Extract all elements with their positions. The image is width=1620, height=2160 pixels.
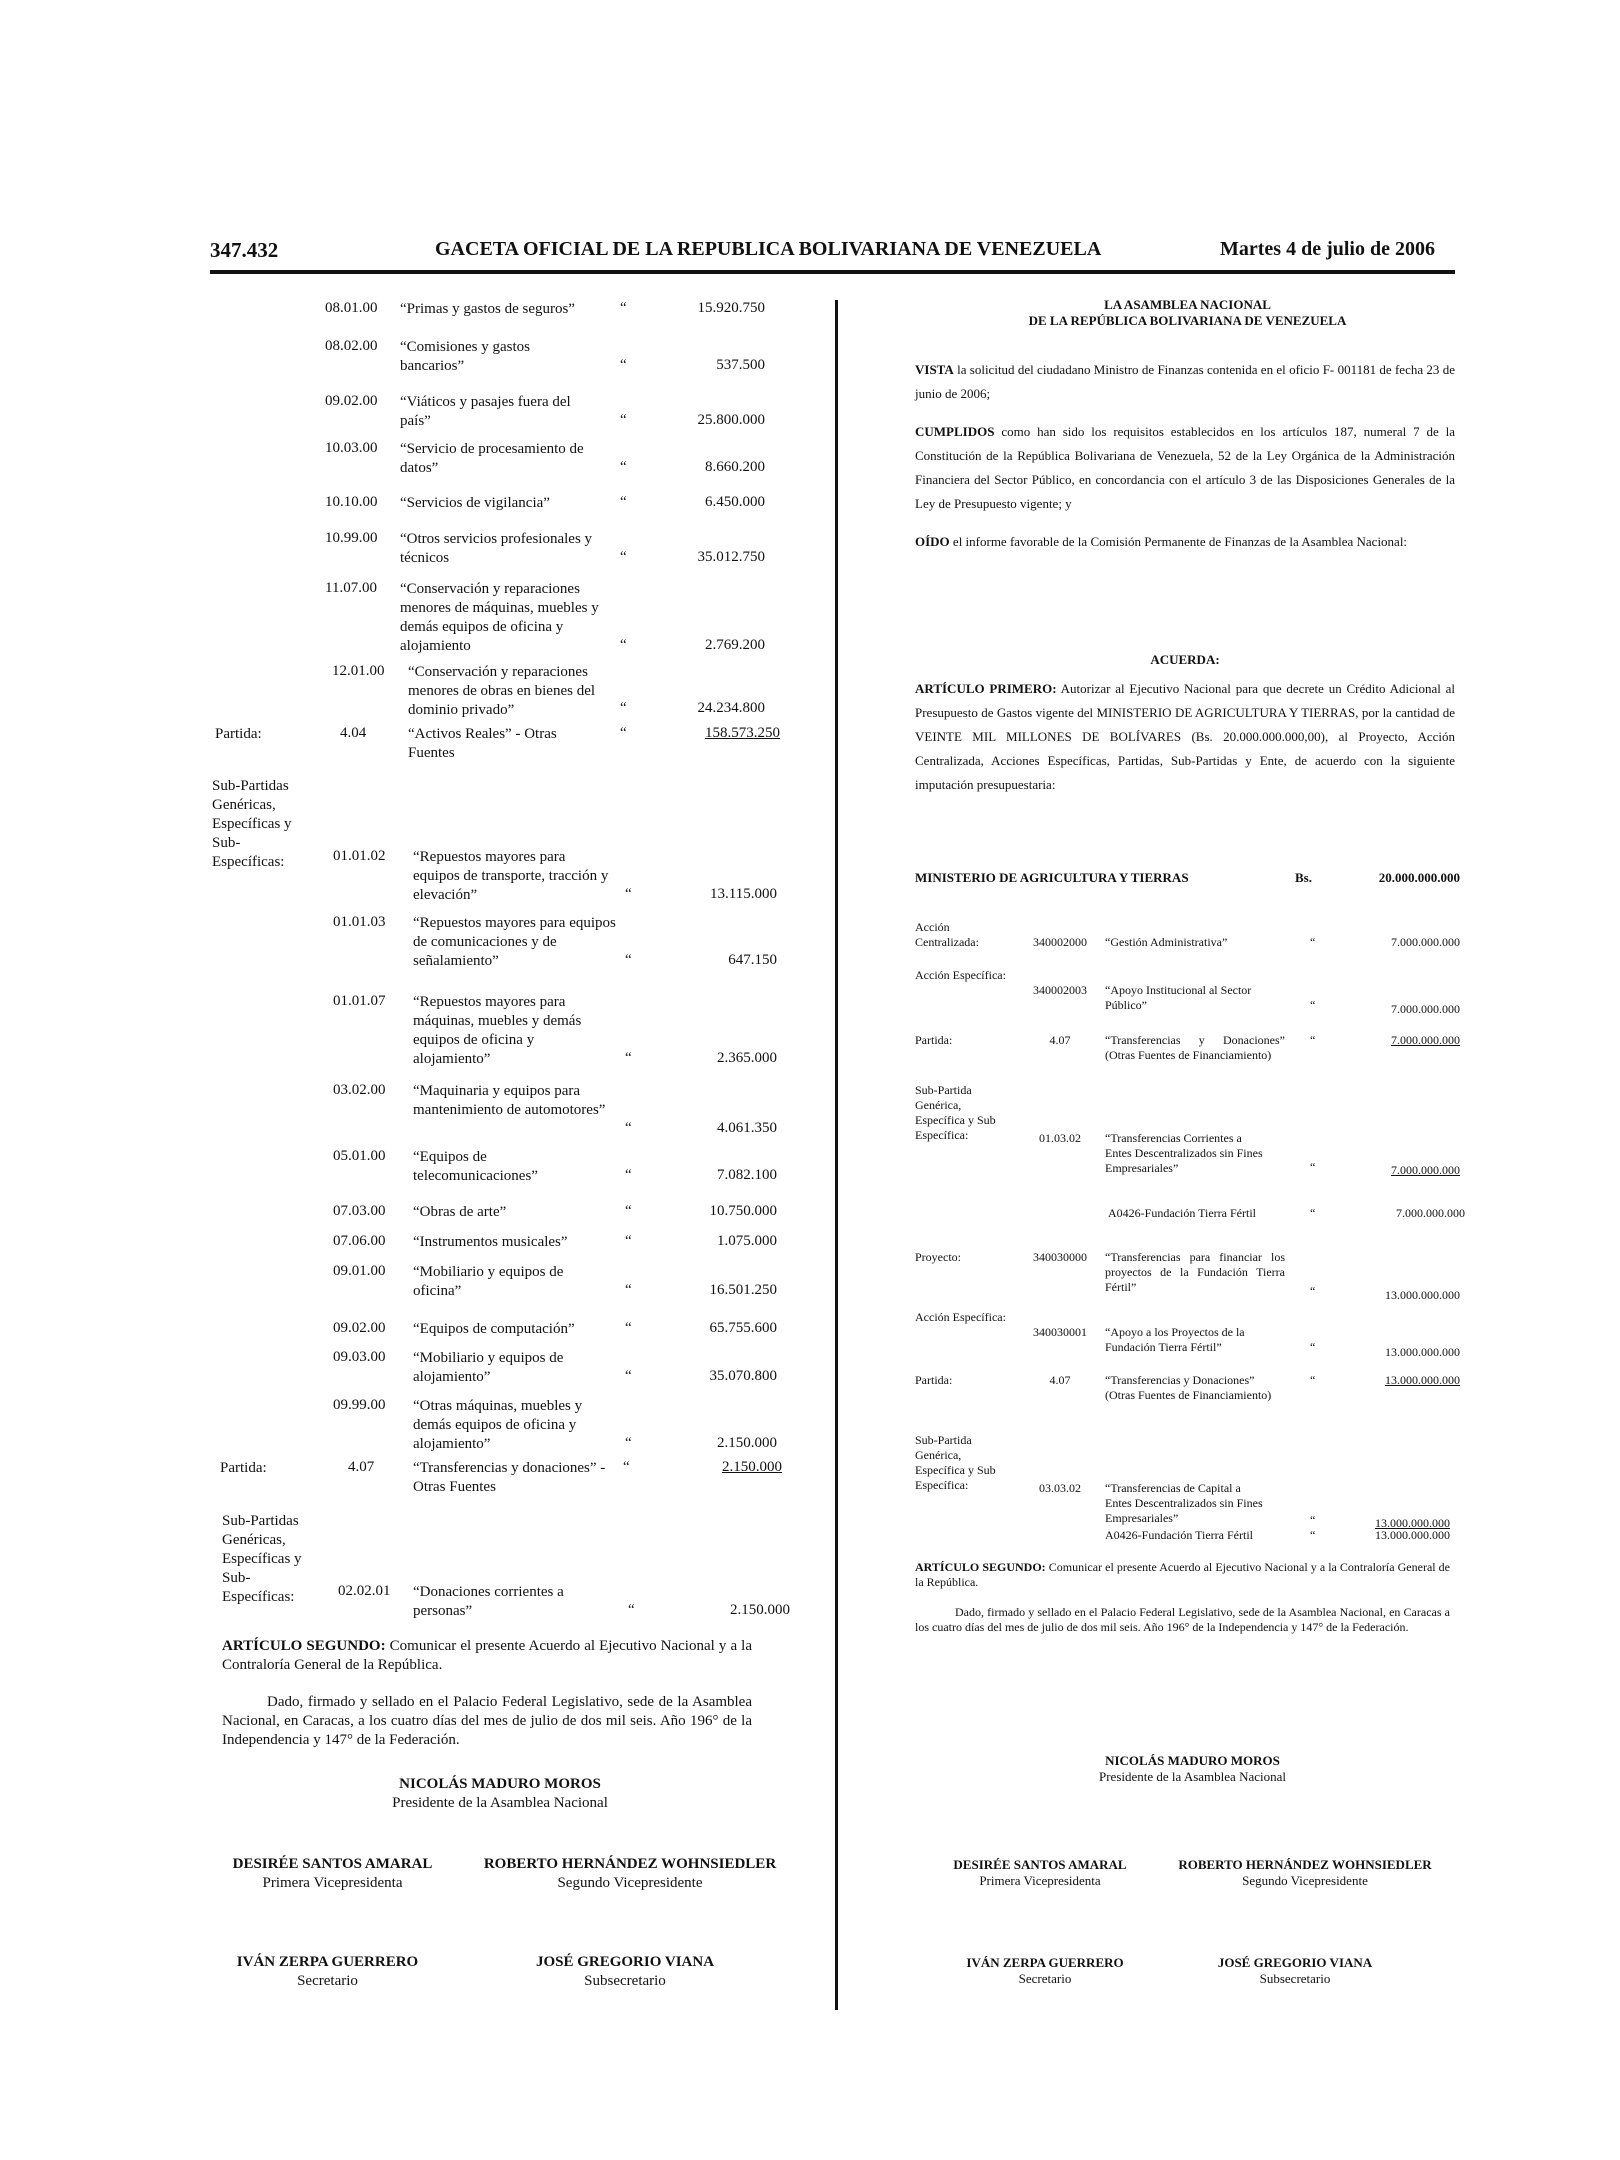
row-amount: 35.070.800 bbox=[709, 1368, 777, 1384]
row-code: 09.02.00 bbox=[325, 393, 378, 409]
budget-ditto: “ bbox=[1310, 1284, 1316, 1298]
row-desc: “Viáticos y pasajes fuera del país” bbox=[400, 394, 571, 429]
budget-code: 4.07 bbox=[1049, 1373, 1071, 1387]
budget-amount: 7.000.000.000 bbox=[1391, 1002, 1460, 1016]
signature-name: NICOLÁS MADURO MOROS bbox=[399, 1776, 601, 1792]
signature-title: Subsecretario bbox=[1259, 1971, 1331, 1986]
row-ditto: “ bbox=[628, 1602, 635, 1618]
row-amount: 2.365.000 bbox=[717, 1050, 777, 1066]
row-ditto: “ bbox=[620, 300, 627, 316]
row-desc: “Instrumentos musicales” bbox=[413, 1234, 568, 1250]
signature-secretary-right bbox=[945, 1955, 1145, 1987]
ministry-amount: 20.000.000.000 bbox=[1378, 870, 1460, 885]
row-code: 08.02.00 bbox=[325, 338, 378, 354]
row-amount: 7.082.100 bbox=[717, 1167, 777, 1183]
budget-ditto: “ bbox=[1310, 1373, 1316, 1387]
table-row bbox=[200, 1320, 820, 1345]
signature-vp1-right bbox=[935, 1857, 1145, 1889]
budget-ditto: “ bbox=[1310, 1340, 1316, 1354]
budget-code: 340002000 bbox=[1033, 935, 1087, 949]
row-ditto: “ bbox=[620, 549, 627, 565]
row-ditto: “ bbox=[625, 1120, 632, 1136]
row-amount: 537.500 bbox=[716, 357, 765, 373]
budget-code: 340030001 bbox=[1033, 1325, 1087, 1339]
row-amount: 8.660.200 bbox=[705, 459, 765, 475]
articulo-segundo-lead: ARTÍCULO SEGUNDO: bbox=[915, 1560, 1046, 1574]
budget-amount: 7.000.000.000 bbox=[1391, 1033, 1460, 1047]
table-row bbox=[200, 1203, 820, 1228]
budget-code: 01.03.02 bbox=[1039, 1131, 1081, 1145]
header-rule bbox=[210, 270, 1455, 274]
budget-label: Acción Centralizada: bbox=[915, 920, 979, 949]
row-amount: 6.450.000 bbox=[705, 494, 765, 510]
budget-label: Sub-Partida Genérica, Específica y Sub Específica: bbox=[915, 1083, 996, 1142]
articulo-segundo-right bbox=[915, 1560, 1450, 1590]
signature-vp2-right bbox=[1160, 1857, 1450, 1889]
gazette-title: GACETA OFICIAL DE LA REPUBLICA BOLIVARIANA DE VENEZUELA bbox=[435, 238, 1102, 260]
row-amount: 4.061.350 bbox=[717, 1120, 777, 1136]
budget-amount: 13.000.000.000 bbox=[1385, 1288, 1460, 1302]
table-row bbox=[200, 1397, 820, 1462]
budget-desc: A0426-Fundación Tierra Fértil bbox=[1105, 1528, 1253, 1542]
budget-ditto: “ bbox=[1310, 935, 1316, 949]
row-ditto: “ bbox=[625, 886, 632, 902]
vista-text: la solicitud del ciudadano Ministro de Finanzas contenida en el oficio F- 001181 de fecha 23 de junio de 2006; bbox=[915, 362, 1455, 401]
row-amount: 1.075.000 bbox=[717, 1233, 777, 1249]
budget-code: 340030000 bbox=[1033, 1250, 1087, 1264]
row-ditto: “ bbox=[625, 1167, 632, 1183]
row-ditto: “ bbox=[625, 1050, 632, 1066]
row-amount: 647.150 bbox=[728, 952, 777, 968]
row-amount: 2.769.200 bbox=[705, 637, 765, 653]
budget-code: 340002003 bbox=[1033, 983, 1087, 997]
articulo-primero-text: Autorizar al Ejecutivo Nacional para que decrete un Crédito Adicional al Presupuesto de Gastos vigente del MINISTERIO DE AGRICULTURA Y TIERRAS, por la cantidad de VEINTE MIL MILLONES DE BOLÍVARES (Bs. 20.000.000.000,00), al Proyecto, Acción Centralizada, Acciones Específicas, Partidas, Sub-Partidas y Ente, de acuerdo con la siguiente imputación presupuestaria: bbox=[915, 681, 1455, 792]
signature-title: Segundo Vicepresidente bbox=[557, 1875, 703, 1891]
row-code: 10.99.00 bbox=[325, 530, 378, 546]
row-desc: “Otras máquinas, muebles y demás equipos de oficina y alojamiento” bbox=[413, 1398, 583, 1452]
signature-president bbox=[360, 1775, 640, 1813]
oido-paragraph bbox=[915, 530, 1455, 554]
row-desc: “Comisiones y gastos bancarios” bbox=[400, 339, 530, 374]
partida-row bbox=[200, 1459, 820, 1519]
signature-secretary bbox=[215, 1953, 440, 1991]
budget-amount: 7.000.000.000 bbox=[1391, 1163, 1460, 1177]
budget-label: Partida: bbox=[915, 1033, 953, 1047]
table-row bbox=[200, 993, 820, 1073]
signature-name: DESIRÉE SANTOS AMARAL bbox=[953, 1857, 1127, 1872]
partida-code: 4.04 bbox=[340, 725, 367, 741]
table-row bbox=[200, 338, 820, 398]
articulo-segundo bbox=[222, 1637, 752, 1675]
partida-ditto: “ bbox=[623, 1459, 630, 1475]
row-desc: “Otros servicios profesionales y técnicos bbox=[400, 531, 593, 566]
budget-desc: “Transferencias de Capital a Entes Descentralizados sin Fines Empresariales” bbox=[1105, 1481, 1263, 1525]
vista-lead: VISTA bbox=[915, 362, 954, 377]
row-desc: “Maquinaria y equipos para mantenimiento de automotores” bbox=[413, 1083, 606, 1118]
signature-name: ROBERTO HERNÁNDEZ WOHNSIEDLER bbox=[1178, 1857, 1432, 1872]
row-amount: 65.755.600 bbox=[709, 1320, 777, 1336]
table-row bbox=[200, 1233, 820, 1258]
signature-name: IVÁN ZERPA GUERRERO bbox=[236, 1954, 419, 1970]
budget-amount: 13.000.000.000 bbox=[1375, 1516, 1450, 1530]
row-desc: “Mobiliario y equipos de oficina” bbox=[413, 1264, 564, 1299]
row-desc: “Repuestos mayores para equipos de transporte, tracción y elevación” bbox=[413, 849, 609, 903]
signature-title: Secretario bbox=[1018, 1971, 1072, 1986]
row-code: 09.02.00 bbox=[333, 1320, 386, 1336]
cumplidos-paragraph bbox=[915, 420, 1455, 516]
row-ditto: “ bbox=[625, 1368, 632, 1384]
row-ditto: “ bbox=[625, 1233, 632, 1249]
row-ditto: “ bbox=[625, 1435, 632, 1451]
budget-desc: “Apoyo a los Proyectos de la Fundación Tierra Fértil” bbox=[1105, 1325, 1245, 1354]
budget-ditto: “ bbox=[1310, 1528, 1316, 1542]
partida-ditto: “ bbox=[620, 725, 627, 741]
row-ditto: “ bbox=[620, 412, 627, 428]
vista-paragraph bbox=[915, 358, 1455, 406]
budget-label: Acción Específica: bbox=[915, 1310, 1006, 1324]
signature-subsecretary bbox=[510, 1953, 740, 1991]
row-desc: “Conservación y reparaciones menores de máquinas, muebles y demás equipos de oficina y alojamiento bbox=[400, 581, 599, 654]
budget-ditto: “ bbox=[1310, 998, 1316, 1012]
signature-name: ROBERTO HERNÁNDEZ WOHNSIEDLER bbox=[483, 1856, 777, 1872]
row-ditto: “ bbox=[625, 1320, 632, 1336]
table-row bbox=[200, 1082, 820, 1142]
cumplidos-lead: CUMPLIDOS bbox=[915, 424, 995, 439]
budget-ditto: “ bbox=[1310, 1206, 1316, 1220]
table-row bbox=[200, 914, 820, 974]
row-code: 02.02.01 bbox=[338, 1583, 391, 1599]
partida-amount: 2.150.000 bbox=[722, 1459, 782, 1475]
ministry-row bbox=[915, 870, 1460, 886]
articulo-segundo-lead: ARTÍCULO SEGUNDO: bbox=[222, 1638, 386, 1654]
table-row bbox=[200, 580, 820, 660]
row-desc: “Donaciones corrientes a personas” bbox=[413, 1584, 564, 1619]
signature-title: Secretario bbox=[297, 1973, 358, 1989]
signature-title: Segundo Vicepresidente bbox=[1242, 1873, 1368, 1888]
acuerda-heading: ACUERDA: bbox=[1150, 652, 1220, 667]
signature-name: IVÁN ZERPA GUERRERO bbox=[966, 1955, 1124, 1970]
subpartidas-label: Sub-Partidas Genéricas, Específicas y Sub-Específicas: bbox=[212, 778, 292, 870]
row-amount: 2.150.000 bbox=[717, 1435, 777, 1451]
signature-title: Subsecretario bbox=[584, 1973, 666, 1989]
row-ditto: “ bbox=[620, 700, 627, 716]
budget-label: Sub-Partida Genérica, Específica y Sub Específica: bbox=[915, 1433, 996, 1492]
partida-desc: “Transferencias y donaciones” - Otras Fuentes bbox=[413, 1460, 606, 1495]
budget-code: 4.07 bbox=[1049, 1033, 1071, 1047]
signature-name: DESIRÉE SANTOS AMARAL bbox=[232, 1856, 433, 1872]
articulo-primero bbox=[915, 677, 1455, 797]
table-row bbox=[200, 848, 820, 908]
row-code: 01.01.07 bbox=[333, 993, 386, 1009]
partida-row bbox=[200, 725, 820, 785]
page-number: 347.432 bbox=[210, 238, 279, 262]
subpartidas-label: Sub-Partidas Genéricas, Específicas y Sub-Específicas: bbox=[222, 1513, 302, 1605]
row-code: 01.01.03 bbox=[333, 914, 386, 930]
ministry-name: MINISTERIO DE AGRICULTURA Y TIERRAS bbox=[915, 870, 1189, 885]
row-desc: “Primas y gastos de seguros” bbox=[400, 301, 575, 317]
signature-name: JOSÉ GREGORIO VIANA bbox=[1217, 1955, 1373, 1970]
partida-label: Partida: bbox=[220, 1460, 267, 1476]
partida-code: 4.07 bbox=[348, 1459, 375, 1475]
dado-paragraph: Dado, firmado y sellado en el Palacio Federal Legislativo, sede de la Asamblea Nacional, en Caracas, a los cuatro días del mes de julio de dos mil seis. Año 196° de la Independencia y 147° de la Federación. bbox=[222, 1694, 752, 1748]
budget-code: 03.03.02 bbox=[1039, 1481, 1081, 1495]
articulo-primero-lead: ARTÍCULO PRIMERO: bbox=[915, 681, 1057, 696]
budget-ditto: “ bbox=[1310, 1513, 1316, 1527]
assembly-heading-line2: DE LA REPÚBLICA BOLIVARIANA DE VENEZUELA bbox=[1028, 313, 1347, 328]
budget-label: Acción Específica: bbox=[915, 968, 1006, 982]
row-desc: “Servicio de procesamiento de datos” bbox=[400, 441, 584, 476]
row-amount: 15.920.750 bbox=[697, 300, 765, 316]
signature-title: Primera Vicepresidenta bbox=[262, 1875, 403, 1891]
table-row bbox=[200, 1349, 820, 1394]
table-row bbox=[200, 440, 820, 500]
budget-label: Partida: bbox=[915, 1373, 953, 1387]
budget-desc: A0426-Fundación Tierra Fértil bbox=[1108, 1206, 1256, 1220]
row-amount: 16.501.250 bbox=[709, 1282, 777, 1298]
row-desc: “Repuestos mayores para máquinas, muebles y demás equipos de oficina y alojamiento” bbox=[413, 994, 582, 1067]
row-ditto: “ bbox=[620, 637, 627, 653]
row-ditto: “ bbox=[625, 1282, 632, 1298]
oido-lead: OÍDO bbox=[915, 534, 950, 549]
row-code: 09.01.00 bbox=[333, 1263, 386, 1279]
row-code: 12.01.00 bbox=[332, 663, 385, 679]
budget-amount: 13.000.000.000 bbox=[1375, 1528, 1450, 1542]
row-desc: “Equipos de computación” bbox=[413, 1321, 575, 1337]
row-desc: “Mobiliario y equipos de alojamiento” bbox=[413, 1350, 564, 1385]
budget-label: Proyecto: bbox=[915, 1250, 961, 1264]
budget-desc: “Transferencias Corrientes a Entes Descentralizados sin Fines Empresariales” bbox=[1105, 1131, 1263, 1175]
ministry-currency: Bs. bbox=[1295, 870, 1312, 885]
row-desc: “Repuestos mayores para equipos de comunicaciones y de señalamiento” bbox=[413, 915, 616, 969]
row-desc: “Servicios de vigilancia” bbox=[400, 495, 550, 511]
row-amount: 10.750.000 bbox=[709, 1203, 777, 1219]
row-code: 07.06.00 bbox=[333, 1233, 386, 1249]
articulo-segundo-text: Comunicar el presente Acuerdo al Ejecutivo Nacional y a la Contraloría General de la República. bbox=[222, 1638, 752, 1673]
row-amount: 2.150.000 bbox=[730, 1602, 790, 1618]
row-desc: “Conservación y reparaciones menores de obras en bienes del dominio privado” bbox=[408, 664, 596, 718]
budget-desc: “Transferencias y Donaciones” (Otras Fuentes de Financiamiento) bbox=[1105, 1373, 1272, 1402]
budget-desc: “Gestión Administrativa” bbox=[1105, 935, 1228, 949]
budget-amount: 13.000.000.000 bbox=[1385, 1345, 1460, 1359]
signature-title: Primera Vicepresidenta bbox=[979, 1873, 1101, 1888]
row-ditto: “ bbox=[620, 494, 627, 510]
row-desc: “Obras de arte” bbox=[413, 1204, 507, 1220]
row-code: 10.10.00 bbox=[325, 494, 378, 510]
row-code: 01.01.02 bbox=[333, 848, 386, 864]
budget-amount: 7.000.000.000 bbox=[1391, 935, 1460, 949]
row-ditto: “ bbox=[625, 952, 632, 968]
signature-name: NICOLÁS MADURO MOROS bbox=[1105, 1753, 1280, 1768]
budget-amount: 7.000.000.000 bbox=[1396, 1206, 1465, 1220]
row-code: 05.01.00 bbox=[333, 1148, 386, 1164]
budget-amount: 13.000.000.000 bbox=[1385, 1373, 1460, 1387]
budget-desc: “Apoyo Institucional al Sector Público” bbox=[1105, 983, 1252, 1012]
table-row bbox=[200, 1148, 820, 1193]
row-amount: 25.800.000 bbox=[697, 412, 765, 428]
signature-subsecretary-right bbox=[1195, 1955, 1395, 1987]
row-amount: 13.115.000 bbox=[710, 886, 777, 902]
budget-ditto: “ bbox=[1310, 1160, 1316, 1174]
row-ditto: “ bbox=[620, 357, 627, 373]
assembly-heading bbox=[915, 297, 1460, 329]
row-code: 07.03.00 bbox=[333, 1203, 386, 1219]
row-code: 03.02.00 bbox=[333, 1082, 386, 1098]
row-desc: “Equipos de telecomunicaciones” bbox=[413, 1149, 538, 1184]
dado-paragraph-right: Dado, firmado y sellado en el Palacio Federal Legislativo, sede de la Asamblea Nacional, en Caracas a los cuatro días del mes de julio de dos mil seis. Año 196° de la Independencia y 147° de la Federación. bbox=[915, 1605, 1450, 1634]
budget-desc: “Transferencias y Donaciones” (Otras Fuentes de Financiamiento) bbox=[1105, 1033, 1285, 1062]
row-code: 09.03.00 bbox=[333, 1349, 386, 1365]
signature-name: JOSÉ GREGORIO VIANA bbox=[535, 1954, 715, 1970]
cumplidos-text: como han sido los requisitos establecidos en los artículos 187, numeral 7 de la Constitución de la República Bolivariana de Venezuela, 52 de la Ley Orgánica de la Administración Financiera del Sector Público, en concordancia con el artículo 3 de las Disposiciones Generales de la Ley de Presupuesto vigente; y bbox=[915, 424, 1455, 511]
oido-text: el informe favorable de la Comisión Permanente de Finanzas de la Asamblea Nacional: bbox=[949, 534, 1408, 549]
partida-desc: “Activos Reales” - Otras Fuentes bbox=[408, 726, 557, 761]
row-code: 11.07.00 bbox=[325, 580, 377, 596]
table-row bbox=[200, 1263, 820, 1308]
row-ditto: “ bbox=[625, 1203, 632, 1219]
assembly-heading-line1: LA ASAMBLEA NACIONAL bbox=[1104, 297, 1271, 312]
signature-vp1 bbox=[215, 1855, 450, 1893]
signature-vp2 bbox=[465, 1855, 795, 1893]
partida-amount: 158.573.250 bbox=[705, 725, 780, 741]
row-amount: 24.234.800 bbox=[697, 700, 765, 716]
row-code: 09.99.00 bbox=[333, 1397, 386, 1413]
signature-title: Presidente de la Asamblea Nacional bbox=[1099, 1769, 1286, 1784]
budget-ditto: “ bbox=[1310, 1033, 1316, 1047]
row-code: 08.01.00 bbox=[325, 300, 378, 316]
budget-desc: “Transferencias para financiar los proyectos de la Fundación Tierra Fértil” bbox=[1105, 1250, 1285, 1294]
table-row bbox=[200, 1583, 820, 1628]
signature-title: Presidente de la Asamblea Nacional bbox=[392, 1795, 608, 1811]
articulo-segundo-text: Comunicar el presente Acuerdo al Ejecutivo Nacional y a la Contraloría General de la República. bbox=[915, 1560, 1451, 1589]
row-ditto: “ bbox=[620, 459, 627, 475]
gazette-date: Martes 4 de julio de 2006 bbox=[1220, 238, 1435, 260]
row-amount: 35.012.750 bbox=[697, 549, 765, 565]
row-code: 10.03.00 bbox=[325, 440, 378, 456]
partida-label: Partida: bbox=[215, 726, 262, 742]
column-divider bbox=[835, 300, 838, 2010]
signature-president-right bbox=[1070, 1753, 1315, 1785]
